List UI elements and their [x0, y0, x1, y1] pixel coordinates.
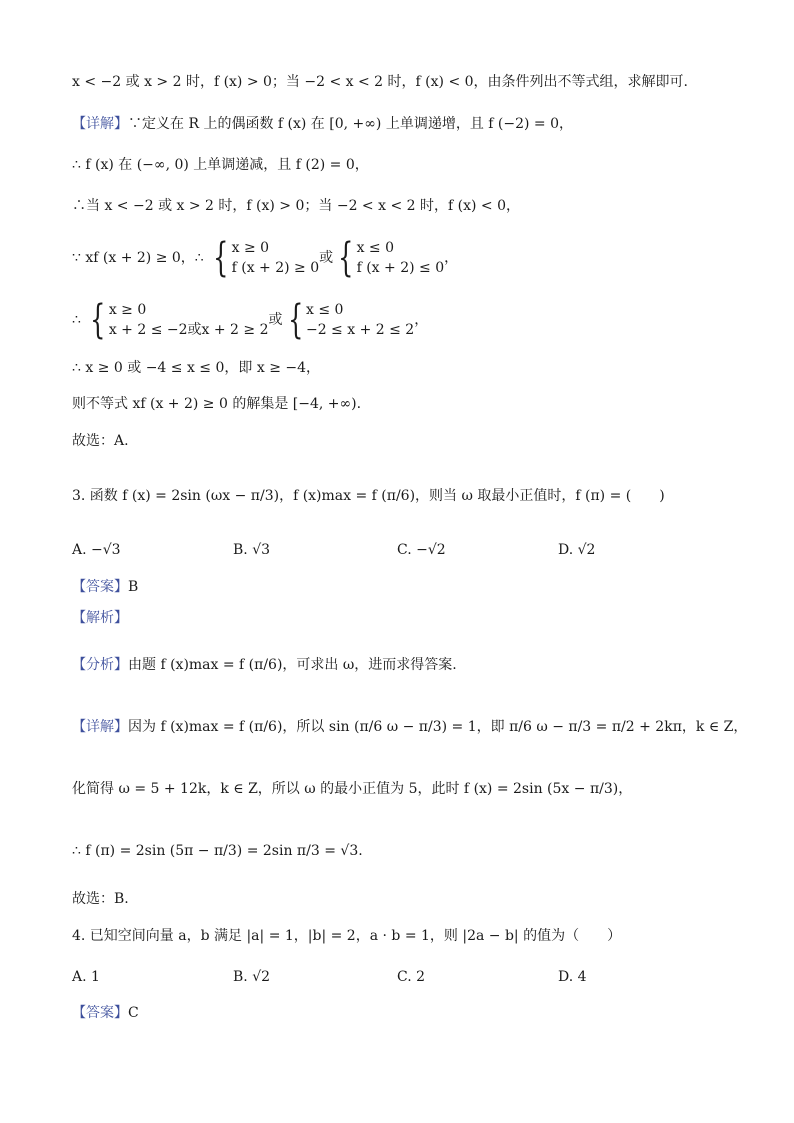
solution-line-6 — [72, 298, 428, 342]
q3-detail-2: 化简得 ω = 5 + 12k，k ∈ Z，所以 ω 的最小正值为 5，此时 f (x) = 2sin (5x − π/3)， — [72, 781, 633, 797]
q4-option-b: B. √2 — [233, 969, 271, 985]
solution-line-1: x < −2 或 x > 2 时，f (x) > 0；当 −2 < x < 2 时，f (x) < 0，由条件列出不等式组，求解即可. — [72, 74, 688, 90]
detail-label: 【详解】 — [72, 719, 128, 735]
answer-value: B — [128, 579, 139, 595]
line6-suffix: ， — [414, 312, 429, 328]
solution-line-8: 则不等式 xf (x + 2) ≥ 0 的解集是 [−4, +∞). — [72, 396, 362, 412]
q4-option-c: C. 2 — [397, 969, 426, 985]
system-row: f (x + 2) ≤ 0 — [356, 260, 445, 276]
line5-prefix: ∵ xf (x + 2) ≥ 0，∴ — [72, 250, 204, 266]
question-4-stem: 4. 已知空间向量 a，b 满足 |a| = 1，|b| = 2，a · b = 1，则 |2a − b| 的值为（ ） — [72, 928, 622, 944]
or-text: 或 — [268, 312, 283, 328]
q3-detail-1 — [72, 717, 747, 737]
fenxi-label: 【分析】 — [72, 657, 128, 673]
solution-line-3: ∴ f (x) 在 (−∞, 0) 上单调递减，且 f (2) = 0， — [72, 157, 369, 173]
answer-value: C — [128, 1005, 139, 1021]
left-brace: { — [338, 235, 354, 281]
answer-label: 【答案】 — [72, 579, 128, 595]
inequality-system-1 — [208, 235, 320, 281]
solution-line-4: ∴当 x < −2 或 x > 2 时，f (x) > 0；当 −2 < x < 2 时，f (x) < 0， — [72, 198, 520, 214]
solution-line-7: ∴ x ≥ 0 或 −4 ≤ x ≤ 0，即 x ≥ −4， — [72, 360, 321, 376]
inequality-system-4 — [283, 297, 415, 343]
q3-answer — [72, 577, 138, 597]
answer-label: 【答案】 — [72, 1005, 128, 1021]
q4-option-d: D. 4 — [558, 969, 587, 985]
solution-line-2 — [72, 114, 573, 134]
q3-choice: 故选：B. — [72, 891, 129, 907]
detail-label: 【详解】 — [72, 116, 128, 132]
inequality-system-3 — [85, 297, 269, 343]
system-row: x ≤ 0 — [356, 240, 395, 256]
q3-option-b: B. √3 — [233, 542, 271, 558]
detail-text: 因为 f (x)max = f (π/6)，所以 sin (π/6 ω − π/3) = 1，即 π/6 ω − π/3 = π/2 + 2kπ，k ∈ Z， — [128, 719, 748, 735]
system-row: −2 ≤ x + 2 ≤ 2 — [305, 322, 415, 338]
q4-answer — [72, 1003, 139, 1023]
system-row: x ≤ 0 — [305, 302, 344, 318]
solution-choice: 故选：A. — [72, 433, 129, 449]
line6-prefix: ∴ — [72, 312, 81, 328]
q3-fenxi — [72, 655, 457, 675]
q3-option-c: C. −√2 — [397, 542, 446, 558]
left-brace: { — [213, 235, 229, 281]
q3-detail-3: ∴ f (π) = 2sin (5π − π/3) = 2sin π/3 = √3. — [72, 843, 363, 859]
q3-option-d: D. √2 — [558, 542, 596, 558]
left-brace: { — [287, 297, 303, 343]
system-row: x ≥ 0 — [108, 302, 147, 318]
detail-text: ∵定义在 R 上的偶函数 f (x) 在 [0, +∞) 上单调递增，且 f (−2) = 0， — [128, 116, 573, 132]
system-row: x ≥ 0 — [231, 240, 270, 256]
line5-suffix: ， — [444, 250, 459, 266]
solution-line-5 — [72, 236, 458, 280]
question-3-stem: 3. 函数 f (x) = 2sin (ωx − π/3)，f (x)max = f (π/6)，则当 ω 取最小正值时，f (π) = ( ) — [72, 488, 665, 504]
q3-option-a: A. −√3 — [72, 542, 121, 558]
q4-option-a: A. 1 — [72, 969, 100, 985]
inequality-system-2 — [333, 235, 445, 281]
system-row: f (x + 2) ≥ 0 — [231, 260, 320, 276]
or-text: 或 — [319, 250, 334, 266]
fenxi-text: 由题 f (x)max = f (π/6)，可求出 ω，进而求得答案. — [128, 657, 457, 673]
left-brace: { — [90, 297, 106, 343]
system-row: x + 2 ≤ −2或x + 2 ≥ 2 — [108, 322, 269, 338]
q3-analysis-label: 【解析】 — [72, 610, 128, 626]
